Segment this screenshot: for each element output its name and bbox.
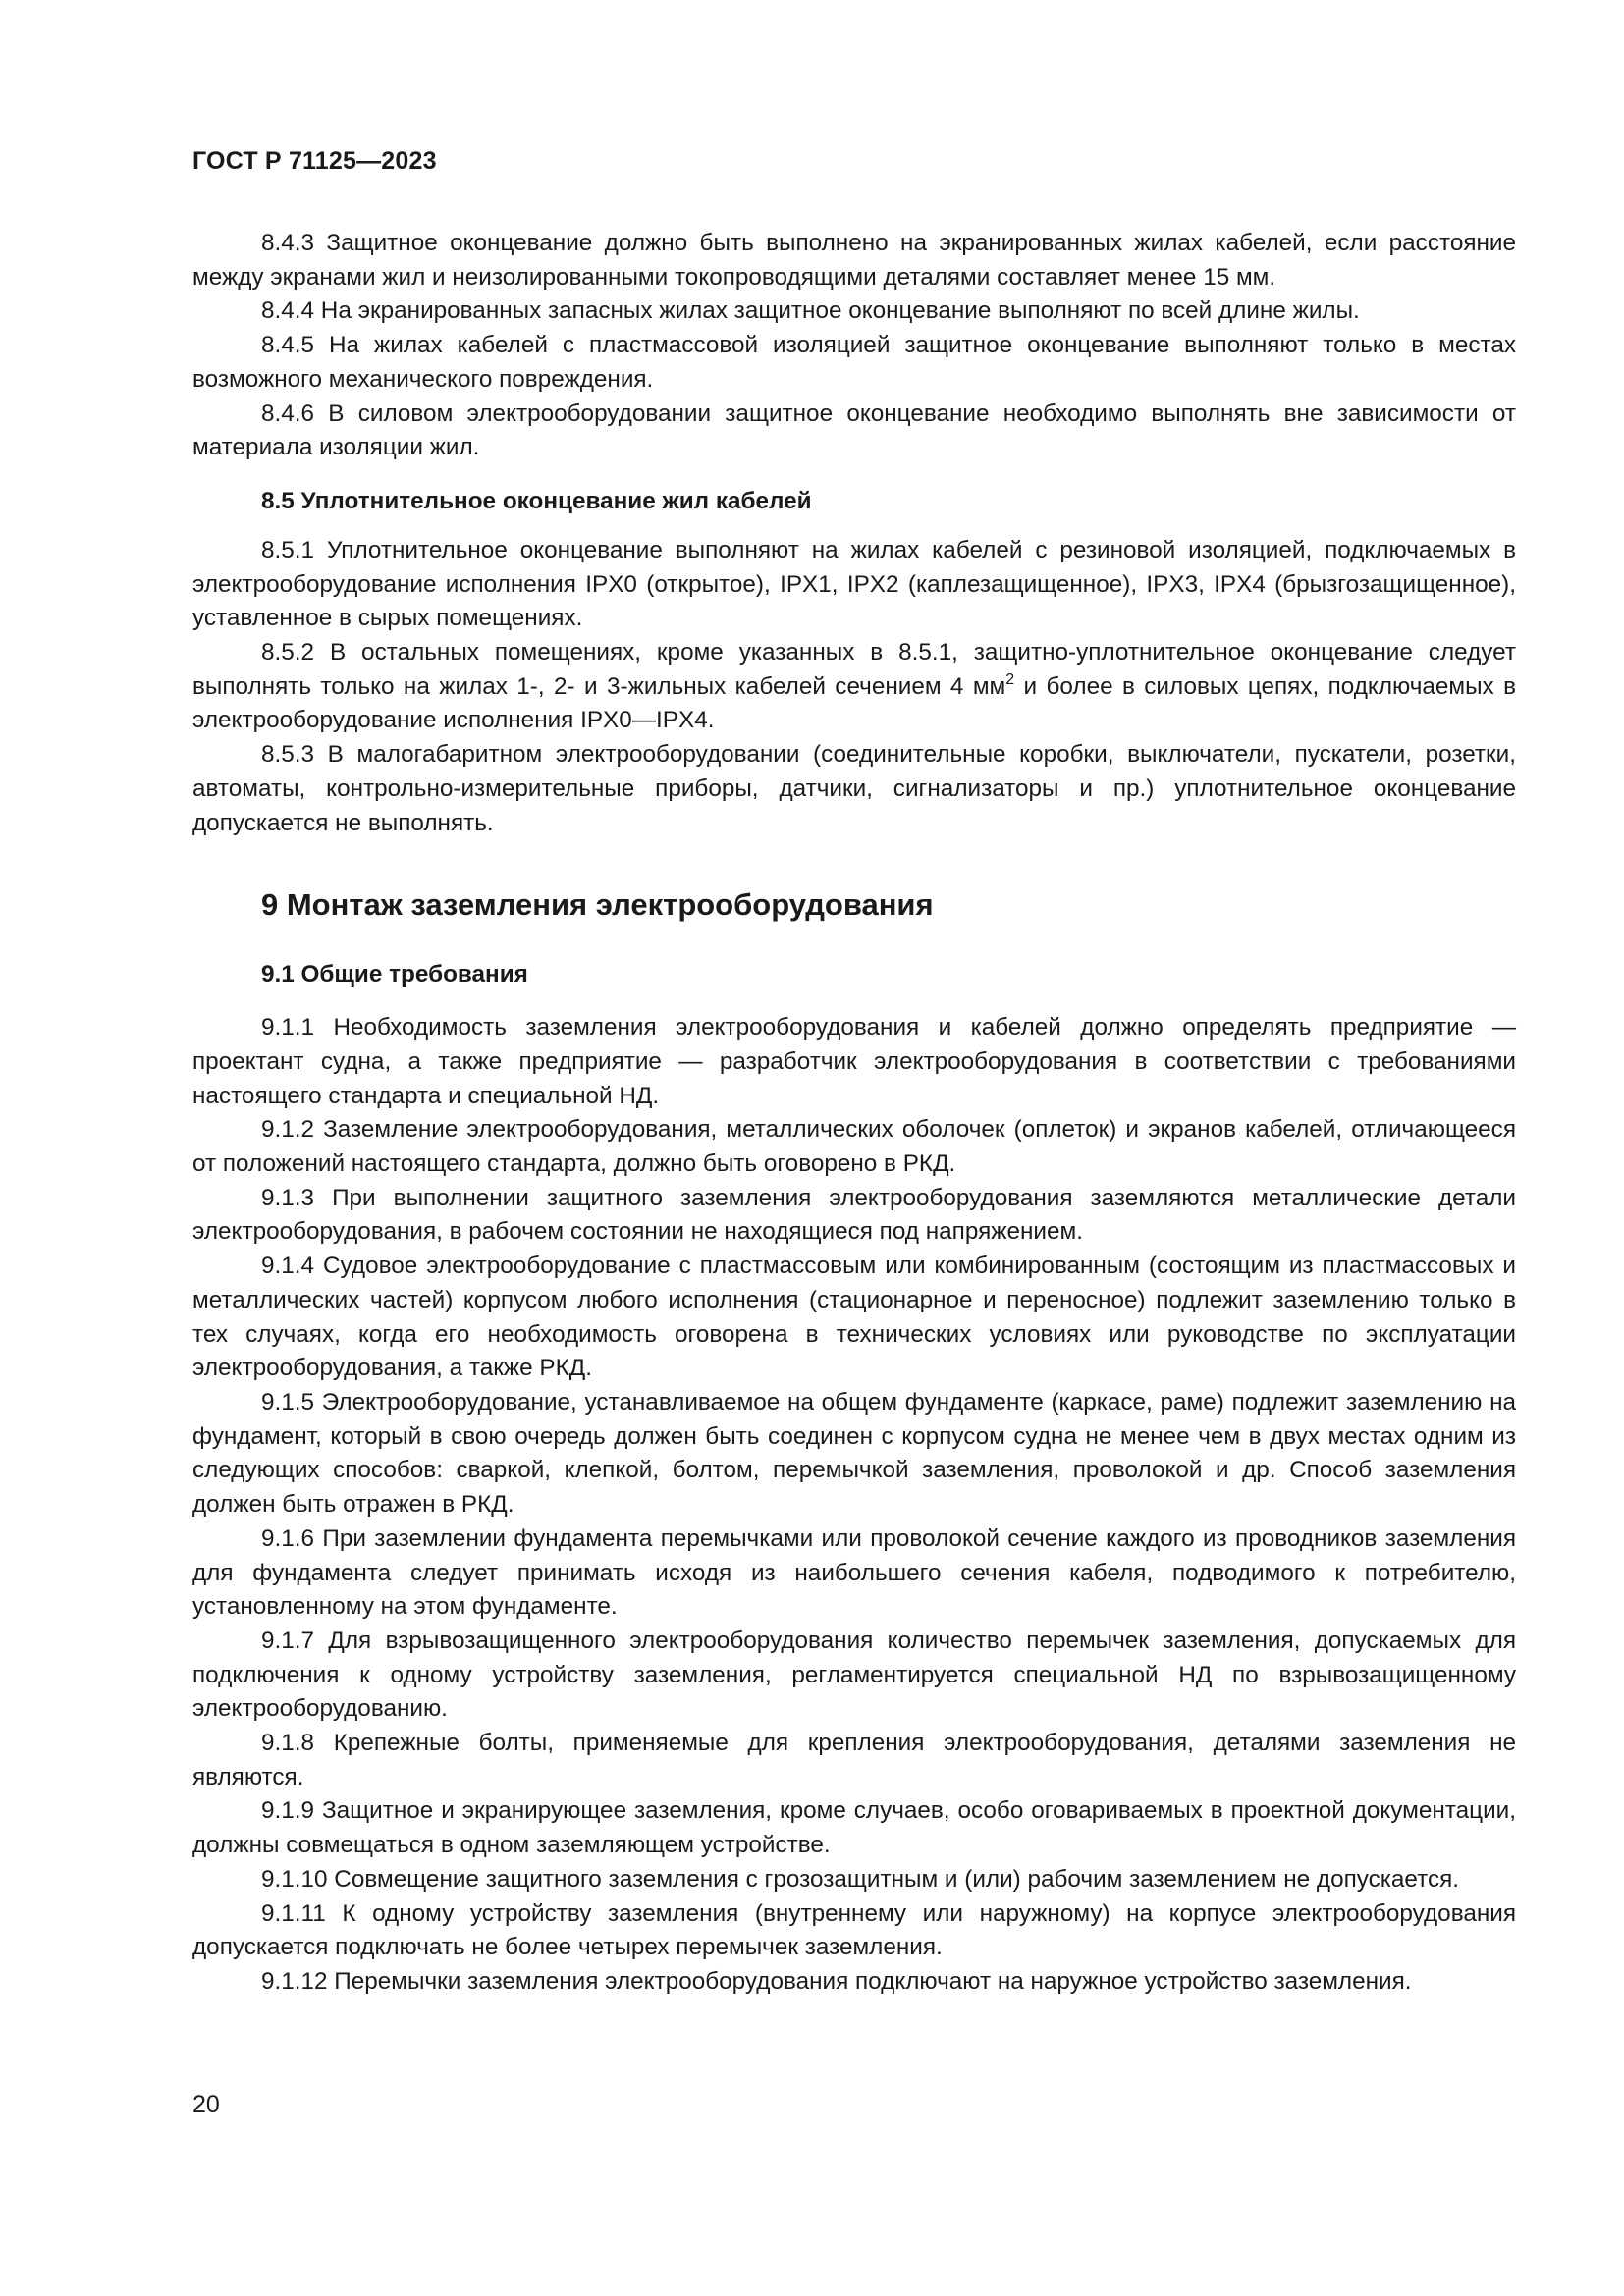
paragraph-9-1-10: 9.1.10 Совмещение защитного заземления с грозозащитным и (или) рабочим заземлением не допускается. xyxy=(261,1865,1460,1893)
paragraph-8-5-2-text-a: 8.5.2 В остальных помещениях, кроме указанных в 8.5.1, защитно-уплотнительное оконцевание следует выполнять только на жилах 1-, 2- и 3-жильных кабелей сечением 4 мм xyxy=(192,639,1516,700)
chapter-heading-9: 9 Монтаж заземления электрооборудования xyxy=(261,887,934,923)
superscript-square: 2 xyxy=(1005,670,1015,688)
paragraph-9-1-11: 9.1.11 К одному устройству заземления (внутреннему или наружному) на корпусе электрооборудования допускается подключать не более четырех перемычек заземления. xyxy=(192,1899,1516,1961)
paragraph-8-5-3: 8.5.3 В малогабаритном электрооборудовании (соединительные коробки, выключатели, пускатели, розетки, автоматы, контрольно-измерительные приборы, датчики, сигнализаторы и пр.) уплотнительное оконцевание допускается не выполнять. xyxy=(192,741,1516,836)
document-header: ГОСТ Р 71125—2023 xyxy=(192,147,437,175)
paragraph-8-4-4: 8.4.4 На экранированных запасных жилах защитное оконцевание выполняют по всей длине жилы. xyxy=(261,297,1360,325)
section-heading-9-1: 9.1 Общие требования xyxy=(261,961,528,988)
paragraph-8-4-3: 8.4.3 Защитное оконцевание должно быть выполнено на экранированных жилах кабелей, если расстояние между экранами жил и неизолированными токопроводящими деталями составляет менее 15 мм. xyxy=(192,230,1516,291)
document-body xyxy=(192,227,1516,2000)
paragraph-9-1-12: 9.1.12 Перемычки заземления электрооборудования подключают на наружное устройство заземления. xyxy=(261,1967,1412,1995)
paragraph-9-1-9: 9.1.9 Защитное и экранирующее заземления, кроме случаев, особо оговариваемых в проектной документации, должны совмещаться в одном заземляющем устройстве. xyxy=(192,1797,1516,1859)
paragraph-9-1-8: 9.1.8 Крепежные болты, применяемые для крепления электрооборудования, деталями заземления не являются. xyxy=(192,1730,1516,1790)
paragraph-9-1-7: 9.1.7 Для взрывозащищенного электрооборудования количество перемычек заземления, допускаемых для подключения к одному устройству заземления, регламентируется специальной НД по взрывозащищенному электрооборудованию. xyxy=(192,1627,1516,1723)
paragraph-9-1-3: 9.1.3 При выполнении защитного заземления электрооборудования заземляются металлические детали электрооборудования, в рабочем состоянии не находящиеся под напряжением. xyxy=(192,1184,1516,1246)
paragraph-9-1-4: 9.1.4 Судовое электрооборудование с пластмассовым или комбинированным (состоящим из пластмассовых и металлических частей) корпусом любого исполнения (стационарное и переносное) подлежит заземлению только в тех случаях, когда его необходимость оговорена в технических условиях или руководстве по эксплуатации электрооборудования, а также РКД. xyxy=(192,1253,1516,1382)
paragraph-8-4-6: 8.4.6 В силовом электрооборудовании защитное оконцевание необходимо выполнять вне зависимости от материала изоляции жил. xyxy=(192,400,1516,461)
section-heading-8-5: 8.5 Уплотнительное оконцевание жил кабелей xyxy=(261,487,812,514)
paragraph-9-1-1: 9.1.1 Необходимость заземления электрооборудования и кабелей должно определять предприятие — проектант судна, а также предприятие — разработчик электрооборудования в соответствии с требованиями настоящего стандарта и специальной НД. xyxy=(192,1014,1516,1109)
paragraph-9-1-5: 9.1.5 Электрооборудование, устанавливаемое на общем фундаменте (каркасе, раме) подлежит заземлению на фундамент, который в свою очередь должен быть соединен с корпусом судна не менее чем в двух местах одним из следующих способов: сваркой, клепкой, болтом, перемычкой заземления, проволокой и др. Способ заземления должен быть отражен в РКД. xyxy=(192,1388,1516,1519)
paragraph-8-5-2 xyxy=(192,636,1516,738)
paragraph-8-5-2-text-b: и более в силовых цепях, подключаемых в электрооборудование исполнения IPX0—IPX4. xyxy=(192,672,1516,734)
paragraph-9-1-6: 9.1.6 При заземлении фундамента перемычками или проволокой сечение каждого из проводников заземления для фундамента следует принимать исходя из наибольшего сечения кабеля, подводимого к потребителю, установленному на этом фундаменте. xyxy=(192,1524,1516,1621)
paragraph-8-4-5: 8.4.5 На жилах кабелей с пластмассовой изоляцией защитное оконцевание выполняют только в местах возможного механического повреждения. xyxy=(192,332,1516,393)
page-number: 20 xyxy=(192,2091,220,2118)
paragraph-9-1-2: 9.1.2 Заземление электрооборудования, металлических оболочек (оплеток) и экранов кабелей, отличающееся от положений настоящего стандарта, должно быть оговорено в РКД. xyxy=(192,1116,1516,1178)
paragraph-8-5-1: 8.5.1 Уплотнительное оконцевание выполняют на жилах кабелей с резиновой изоляцией, подключаемых в электрооборудование исполнения IPX0 (открытое), IPX1, IPX2 (каплезащищенное), IPX3, IPX4 (брызгозащищенное), уставленное в сырых помещениях. xyxy=(192,536,1516,632)
